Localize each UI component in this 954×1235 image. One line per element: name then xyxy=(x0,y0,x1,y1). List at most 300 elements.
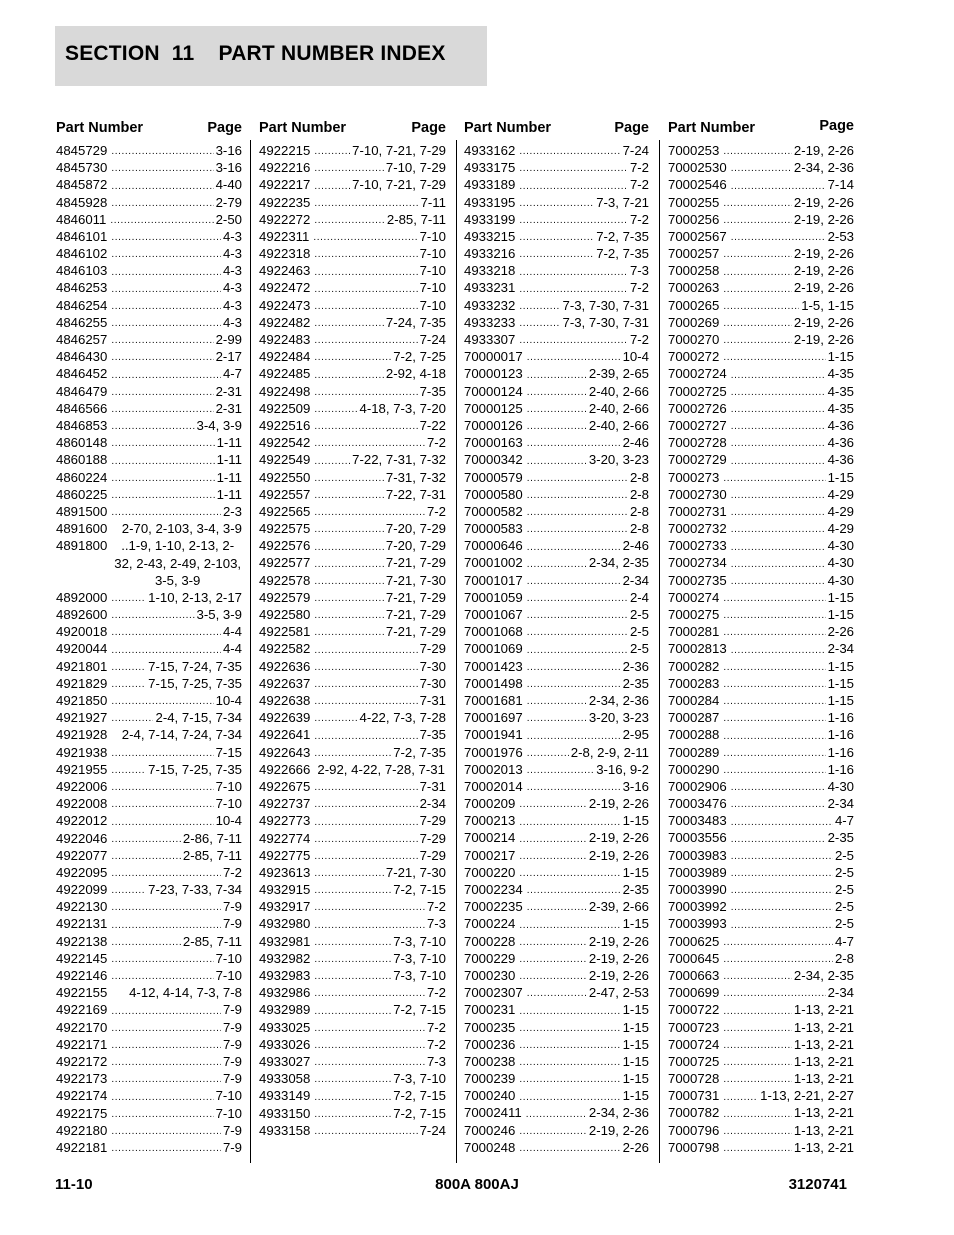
page-reference: 1-11 xyxy=(216,486,242,502)
part-number: 7000228 xyxy=(464,933,516,949)
index-entry xyxy=(464,142,649,159)
page-reference: 2-5 xyxy=(629,624,649,640)
index-entry xyxy=(259,383,446,400)
dot-leader xyxy=(110,214,213,228)
dot-leader xyxy=(314,162,384,176)
page-reference: 3-20, 3-23 xyxy=(588,710,649,726)
part-number: 4922318 xyxy=(259,246,311,262)
dot-leader xyxy=(527,901,587,915)
page-reference: 2-5 xyxy=(834,916,854,932)
part-number: 70001069 xyxy=(464,641,523,657)
part-number: 4922146 xyxy=(56,968,108,984)
header-part-number: Part Number xyxy=(668,120,756,136)
page-reference: 4-3 xyxy=(222,314,242,330)
index-entry xyxy=(464,881,649,898)
index-entry xyxy=(259,469,446,486)
page-reference: 2-35 xyxy=(622,675,649,691)
page-reference: 7-9 xyxy=(222,1036,242,1052)
part-number: 4922575 xyxy=(259,521,311,537)
part-number: 7000731 xyxy=(668,1088,720,1104)
page-reference: 2-46 xyxy=(622,538,649,554)
index-entry xyxy=(259,434,446,451)
part-number: 4891600 xyxy=(56,521,108,537)
part-number: 4922006 xyxy=(56,778,108,794)
index-entry xyxy=(668,1105,854,1122)
page-reference: 2-34, 2-36 xyxy=(588,692,649,708)
index-entry xyxy=(56,1001,242,1018)
dot-leader xyxy=(111,248,221,262)
part-number: 7000728 xyxy=(668,1071,720,1087)
index-entry xyxy=(56,847,242,864)
header-part-number: Part Number xyxy=(56,120,144,136)
page-reference: 7-3, 7-10 xyxy=(393,1071,446,1087)
page-reference: 2-85, 7-11 xyxy=(386,211,446,227)
page-reference: 7-30 xyxy=(419,675,446,691)
part-number: 4846103 xyxy=(56,263,108,279)
part-number: 4932915 xyxy=(259,882,311,898)
dot-leader xyxy=(723,214,792,228)
dot-leader xyxy=(314,575,384,589)
page-reference: 2-3 xyxy=(222,503,242,519)
part-number: 4922483 xyxy=(259,332,311,348)
part-number: 4860188 xyxy=(56,452,108,468)
page-reference: 3-4, 3-9 xyxy=(196,417,242,433)
page-reference: 2-19, 2-26 xyxy=(793,332,854,348)
dot-leader xyxy=(527,884,621,898)
page-reference: 4-30 xyxy=(827,778,854,794)
index-entry xyxy=(259,211,446,228)
dot-leader xyxy=(723,712,825,726)
index-entry xyxy=(259,348,446,365)
index-entry xyxy=(56,795,242,812)
page-reference: 7-20, 7-29 xyxy=(385,538,446,554)
page-reference: 7-29 xyxy=(419,830,446,846)
part-number: 70001681 xyxy=(464,692,523,708)
page-reference: 7-24 xyxy=(419,332,446,348)
page-reference: 3-16, 9-2 xyxy=(596,761,649,777)
index-entry xyxy=(668,795,854,812)
index-entry xyxy=(464,469,649,486)
page-reference: 4-7 xyxy=(222,366,242,382)
dot-leader xyxy=(519,1005,620,1019)
index-entry xyxy=(56,709,242,726)
page-reference: 2-92, 4-18 xyxy=(385,366,446,382)
part-number: 7000230 xyxy=(464,967,516,983)
page-reference: 7-3, 7-30, 7-31 xyxy=(562,314,649,330)
index-entry xyxy=(56,1019,242,1036)
dot-leader xyxy=(519,1091,620,1105)
dot-leader xyxy=(314,541,384,555)
index-entry xyxy=(464,744,649,761)
index-entry xyxy=(464,640,649,657)
index-entry xyxy=(56,417,242,434)
part-number: 4922171 xyxy=(56,1036,108,1052)
page-reference: 1-15 xyxy=(827,692,854,708)
dot-leader xyxy=(314,592,384,606)
page-reference: 1-15 xyxy=(622,864,649,880)
index-entry xyxy=(259,847,446,864)
index-entry xyxy=(668,1053,854,1070)
dot-leader xyxy=(314,1108,391,1122)
part-number: 4932989 xyxy=(259,1002,311,1018)
index-entry xyxy=(56,469,242,486)
index-entry xyxy=(464,434,649,451)
page-reference: 1-5, 1-15 xyxy=(801,297,854,313)
page-reference: 7-20, 7-29 xyxy=(385,521,446,537)
part-number: 70003992 xyxy=(668,899,727,915)
part-number: 4922484 xyxy=(259,349,311,365)
index-entry xyxy=(464,348,649,365)
page-reference: 2-5 xyxy=(834,882,854,898)
page-reference: 7-10 xyxy=(215,1105,242,1121)
index-entry xyxy=(668,881,854,898)
dot-leader xyxy=(111,764,146,778)
page-reference: 7-2 xyxy=(426,1036,446,1052)
page-reference: 2-39, 2-66 xyxy=(588,899,649,915)
page-reference: 2-35 xyxy=(622,882,649,898)
part-number: 4922216 xyxy=(259,160,311,176)
page-reference: 2-34, 2-36 xyxy=(588,1105,649,1121)
dot-leader xyxy=(731,781,826,795)
index-entry xyxy=(668,194,854,211)
dot-leader xyxy=(519,300,560,314)
dot-leader xyxy=(111,437,214,451)
dot-leader xyxy=(519,1073,620,1087)
page-reference: 1-15 xyxy=(622,1053,649,1069)
page-reference: 2-19, 2-26 xyxy=(588,847,649,863)
dot-leader xyxy=(111,816,213,830)
page-reference: 7-2, 7-35 xyxy=(393,744,446,760)
page-reference: 2-34, 2-36 xyxy=(793,160,854,176)
dot-leader xyxy=(111,867,221,881)
part-number: 4922155 xyxy=(56,985,108,1001)
page-reference: 7-3 xyxy=(426,1053,446,1069)
index-entry xyxy=(56,1105,242,1122)
dot-leader xyxy=(314,936,391,950)
part-number: 4922008 xyxy=(56,796,108,812)
page-reference: 7-10 xyxy=(419,297,446,313)
header-part-number: Part Number xyxy=(259,120,347,136)
index-entry xyxy=(464,915,649,932)
index-entry xyxy=(668,692,854,709)
index-entry xyxy=(259,640,446,657)
page-reference: 2-8 xyxy=(834,950,854,966)
index-entry xyxy=(668,503,854,520)
dot-leader xyxy=(519,145,620,159)
page-reference: 2-19, 2-26 xyxy=(588,796,649,812)
dot-leader xyxy=(527,747,569,761)
index-entry xyxy=(464,812,649,829)
index-entry xyxy=(259,623,446,640)
dot-leader xyxy=(731,558,826,572)
part-number: 7000246 xyxy=(464,1122,516,1138)
index-entry xyxy=(259,778,446,795)
dot-leader xyxy=(314,1125,417,1139)
dot-leader xyxy=(519,1039,620,1053)
part-number: 4922235 xyxy=(259,194,311,210)
dot-leader xyxy=(723,747,825,761)
part-number: 70000123 xyxy=(464,366,523,382)
page-reference: 2-5 xyxy=(834,847,854,863)
dot-leader xyxy=(519,180,628,194)
part-number: 4921801 xyxy=(56,658,108,674)
part-number: 4845928 xyxy=(56,194,108,210)
dot-leader xyxy=(111,901,221,915)
index-entry xyxy=(259,1019,446,1036)
part-number: 4933215 xyxy=(464,228,516,244)
dot-leader xyxy=(731,901,833,915)
dot-leader xyxy=(111,386,213,400)
page-reference: 7-2 xyxy=(426,435,446,451)
page-reference: 2-8 xyxy=(629,486,649,502)
dot-leader xyxy=(527,695,587,709)
page-reference: 4-12, 4-14, 7-3, 7-8 xyxy=(129,985,242,1001)
part-number: 4932917 xyxy=(259,899,311,915)
dot-leader xyxy=(731,816,833,830)
dot-leader xyxy=(723,145,792,159)
part-number: 70002530 xyxy=(668,160,727,176)
index-entry xyxy=(56,331,242,348)
column-header xyxy=(259,120,446,142)
index-entry xyxy=(56,881,242,898)
part-number: 70003990 xyxy=(668,882,727,898)
page-reference: 2-8 xyxy=(629,521,649,537)
index-entry xyxy=(668,520,854,537)
index-entry xyxy=(464,503,649,520)
index-entry xyxy=(56,950,242,967)
part-number: 70001498 xyxy=(464,675,523,691)
part-number: 4922580 xyxy=(259,607,311,623)
page-reference: 7-2 xyxy=(629,177,649,193)
header-page: Page xyxy=(614,120,649,136)
dot-leader xyxy=(731,231,826,245)
page-reference: 1-15 xyxy=(827,607,854,623)
dot-leader xyxy=(527,730,621,744)
page-reference: 2-5 xyxy=(629,641,649,657)
index-entry xyxy=(464,451,649,468)
index-entry xyxy=(668,331,854,348)
dot-leader xyxy=(314,300,417,314)
dot-leader xyxy=(314,901,425,915)
dot-leader xyxy=(519,816,620,830)
part-number: 4933233 xyxy=(464,314,516,330)
index-entry xyxy=(464,795,649,812)
document-number: 3120741 xyxy=(788,1176,847,1193)
page-reference: 4-3 xyxy=(222,297,242,313)
dot-leader xyxy=(314,1056,425,1070)
dot-leader xyxy=(723,1142,792,1156)
index-entry xyxy=(259,1036,446,1053)
part-number: 4922173 xyxy=(56,1071,108,1087)
page-reference: 4-3 xyxy=(222,263,242,279)
index-entry xyxy=(668,623,854,640)
page-reference: 7-24 xyxy=(419,1122,446,1138)
page-reference: 1-16 xyxy=(827,710,854,726)
dot-leader xyxy=(111,266,221,280)
part-number: 4922550 xyxy=(259,469,311,485)
part-number: 4932983 xyxy=(259,968,311,983)
index-entry xyxy=(56,1122,242,1139)
page-reference: 2-92, 4-22, 7-28, 7-31 xyxy=(317,761,445,777)
index-entry xyxy=(56,778,242,795)
part-number: 4933149 xyxy=(259,1088,311,1104)
part-number: 4846430 xyxy=(56,349,108,365)
part-number: 7000256 xyxy=(668,211,720,227)
part-number: 7000289 xyxy=(668,744,720,760)
index-entry xyxy=(259,486,446,503)
page-reference: 7-15, 7-24, 7-35 xyxy=(148,658,242,674)
dot-leader xyxy=(314,626,384,640)
dot-leader xyxy=(723,472,825,486)
page-reference: 1-13, 2-21 xyxy=(793,1036,854,1052)
dot-leader xyxy=(723,1039,792,1053)
dot-leader xyxy=(111,953,213,967)
page-reference: 1-15 xyxy=(622,1036,649,1052)
index-entry xyxy=(668,726,854,743)
index-entry xyxy=(668,1019,854,1036)
page-reference: 4-36 xyxy=(827,417,854,433)
part-number: 7000725 xyxy=(668,1053,720,1069)
index-entry xyxy=(56,761,242,778)
dot-leader xyxy=(731,489,826,503)
index-entry xyxy=(259,159,446,176)
index-entry xyxy=(56,1070,242,1087)
index-entry xyxy=(668,417,854,434)
index-entry xyxy=(259,245,446,262)
part-number: 4922169 xyxy=(56,1002,108,1018)
part-number: 4846253 xyxy=(56,280,108,296)
part-number: 7000796 xyxy=(668,1122,720,1138)
page-reference: 2-5 xyxy=(834,899,854,915)
page-reference: 2-34, 2-35 xyxy=(588,555,649,571)
index-entry xyxy=(464,314,649,331)
dot-leader xyxy=(314,283,417,297)
index-entry xyxy=(464,1001,649,1018)
dot-leader xyxy=(723,987,825,1001)
dot-leader xyxy=(723,953,833,967)
part-number: 4922215 xyxy=(259,142,311,158)
dot-leader xyxy=(723,936,833,950)
index-entry xyxy=(668,933,854,950)
index-entry xyxy=(56,176,242,193)
index-entry xyxy=(56,228,242,245)
dot-leader xyxy=(527,626,628,640)
index-entry xyxy=(668,864,854,881)
page-reference: 1-16 xyxy=(827,761,854,777)
dot-leader xyxy=(314,214,385,228)
part-number: 70002731 xyxy=(668,503,727,519)
dot-leader xyxy=(111,1108,213,1122)
part-number: 7000213 xyxy=(464,813,516,829)
dot-leader xyxy=(111,970,213,984)
index-entry xyxy=(668,469,854,486)
dot-leader xyxy=(527,764,595,778)
index-entry xyxy=(464,950,649,967)
dot-leader xyxy=(314,180,350,194)
dot-leader xyxy=(111,283,221,297)
part-number: 4933058 xyxy=(259,1071,311,1087)
dot-leader xyxy=(314,798,417,812)
index-entry xyxy=(56,194,242,211)
index-entry xyxy=(56,864,242,881)
page-reference: 7-2 xyxy=(629,280,649,296)
part-number: 4933232 xyxy=(464,297,516,313)
part-number: 7000284 xyxy=(668,692,720,708)
part-number: 7000258 xyxy=(668,263,720,279)
index-entry xyxy=(259,280,446,297)
dot-leader xyxy=(731,919,833,933)
index-entry xyxy=(56,400,242,417)
page-reference: 2-95 xyxy=(622,727,649,743)
part-number: 4922473 xyxy=(259,297,311,313)
dot-leader xyxy=(526,1108,587,1122)
page-reference: 2-8 xyxy=(629,503,649,519)
part-number: 7000722 xyxy=(668,1002,720,1018)
part-number: 4922130 xyxy=(56,899,108,915)
part-number: 4933162 xyxy=(464,142,516,158)
dot-leader xyxy=(111,936,181,950)
index-entry xyxy=(56,726,242,743)
part-number: 7000699 xyxy=(668,985,720,1001)
page-reference: 3-16 xyxy=(215,160,242,176)
part-number: 4933307 xyxy=(464,332,516,348)
page-reference: 7-2, 7-15 xyxy=(393,1105,446,1121)
part-number: 70002726 xyxy=(668,400,727,416)
dot-leader xyxy=(111,180,213,194)
page-reference: 7-21, 7-29 xyxy=(385,624,446,640)
dot-leader xyxy=(314,317,384,331)
index-entry xyxy=(668,1001,854,1018)
index-entry xyxy=(259,194,446,211)
page-reference: 2-17 xyxy=(215,349,242,365)
index-entry xyxy=(668,297,854,314)
page-reference: 7-10 xyxy=(419,263,446,279)
page-reference: 2-34 xyxy=(827,796,854,812)
part-number: 4922641 xyxy=(259,727,311,743)
page-reference: 4-30 xyxy=(827,572,854,588)
part-number: 4892600 xyxy=(56,607,108,623)
page-reference: 10-4 xyxy=(215,693,242,709)
page-reference: 2-5 xyxy=(834,864,854,880)
part-number: 4920018 xyxy=(56,624,108,640)
part-number: 4922774 xyxy=(259,830,311,846)
dot-leader xyxy=(519,1022,620,1036)
dot-leader xyxy=(111,1056,221,1070)
page-reference: 2-40, 2-66 xyxy=(588,400,649,416)
index-entry xyxy=(56,486,242,503)
page-reference: 2-19, 2-26 xyxy=(793,211,854,227)
dot-leader xyxy=(111,592,146,606)
index-entry xyxy=(56,933,242,950)
dot-leader xyxy=(111,833,181,847)
page-reference: 2-99 xyxy=(215,332,242,348)
dot-leader xyxy=(111,1142,221,1156)
index-column-2 xyxy=(259,120,446,1138)
index-entry xyxy=(56,211,242,228)
part-number: 4933189 xyxy=(464,177,516,193)
dot-leader xyxy=(111,455,214,469)
index-entry xyxy=(259,830,446,847)
part-number: 4922637 xyxy=(259,675,311,691)
page-reference: 7-10 xyxy=(215,1088,242,1104)
index-entry-list xyxy=(668,142,854,1156)
page-reference: 3-5, 3-9 xyxy=(196,607,242,623)
index-entry xyxy=(259,606,446,623)
page-reference: 2-19, 2-26 xyxy=(793,142,854,158)
part-number: 4922565 xyxy=(259,503,311,519)
dot-leader xyxy=(519,1125,587,1139)
dot-leader xyxy=(111,369,221,383)
